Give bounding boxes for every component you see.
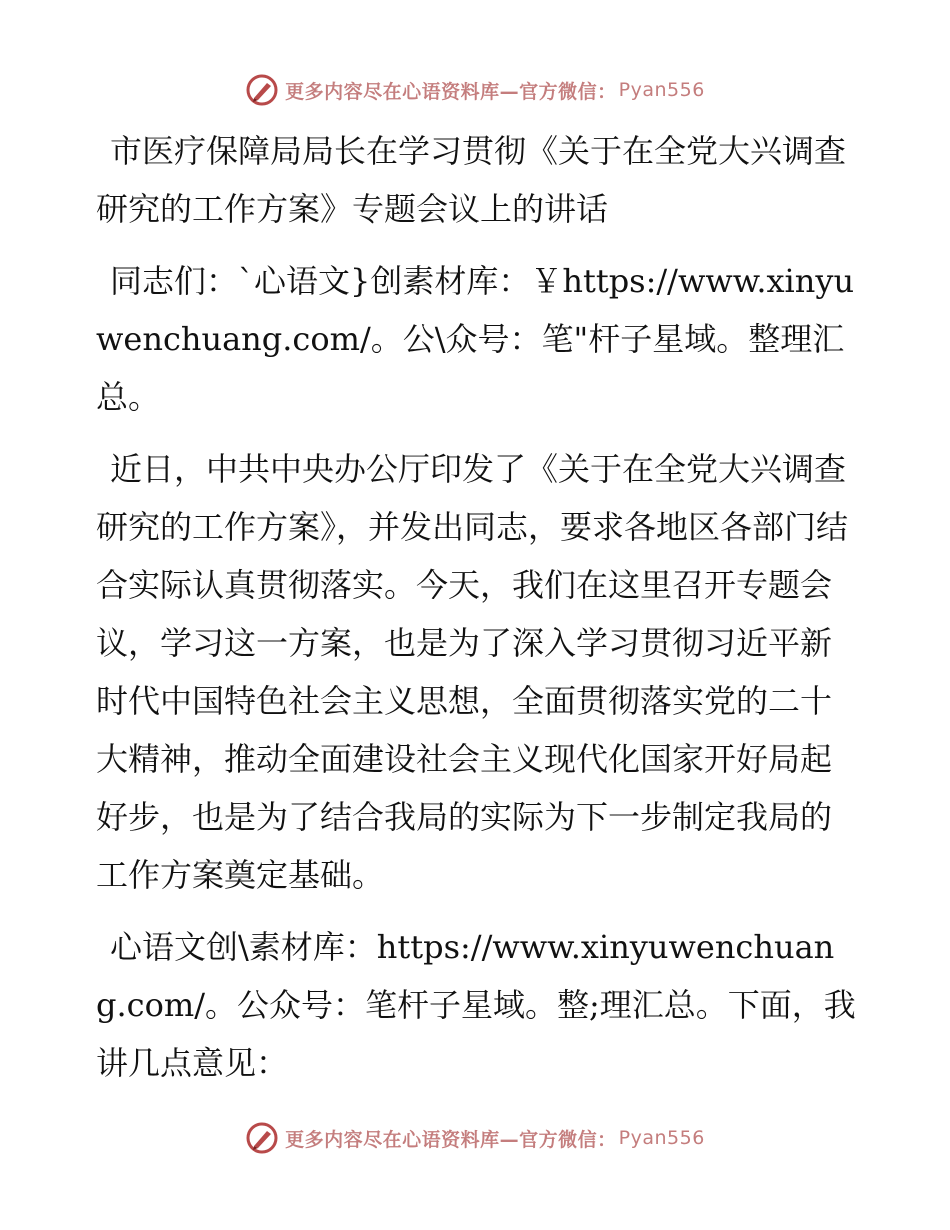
footer-watermark-banner (0, 1118, 950, 1158)
header-watermark-banner (0, 70, 950, 110)
watermark-wechat-id: Pyan556 (618, 1127, 705, 1149)
paragraph-greeting: 同志们：`心语文}创素材库：￥https://www.xinyuwenchuang.com/。公\众号：笔"杆子星域。整理汇总。 (96, 262, 855, 416)
watermark-text: 更多内容尽在心语资料库—官方微信： (285, 80, 617, 103)
document-body (96, 122, 856, 1106)
pen-logo-icon (245, 1121, 279, 1155)
watermark-wechat-id: Pyan556 (618, 79, 705, 101)
pen-logo-icon (245, 73, 279, 107)
paragraph-transition: 心语文创\素材库：https://www.xinyuwenchuang.com/。公众号：笔杆子星域。整;理汇总。下面，我讲几点意见： (96, 928, 856, 1082)
document-title: 市医疗保障局局长在学习贯彻《关于在全党大兴调查研究的工作方案》专题会议上的讲话 (96, 132, 847, 228)
watermark-text: 更多内容尽在心语资料库—官方微信： (285, 1128, 617, 1151)
paragraph-intro: 近日，中共中央办公厅印发了《关于在全党大兴调查研究的工作方案》，并发出同志，要求各地区各部门结合实际认真贯彻落实。今天，我们在这里召开专题会议，学习这一方案，也是为了深入学习贯彻习近平新时代中国特色社会主义思想，全面贯彻落实党的二十大精神，推动全面建设社会主义现代化国家开好局起好步，也是为了结合我局的实际为下一步制定我局的工作方案奠定基础。 (96, 450, 849, 894)
